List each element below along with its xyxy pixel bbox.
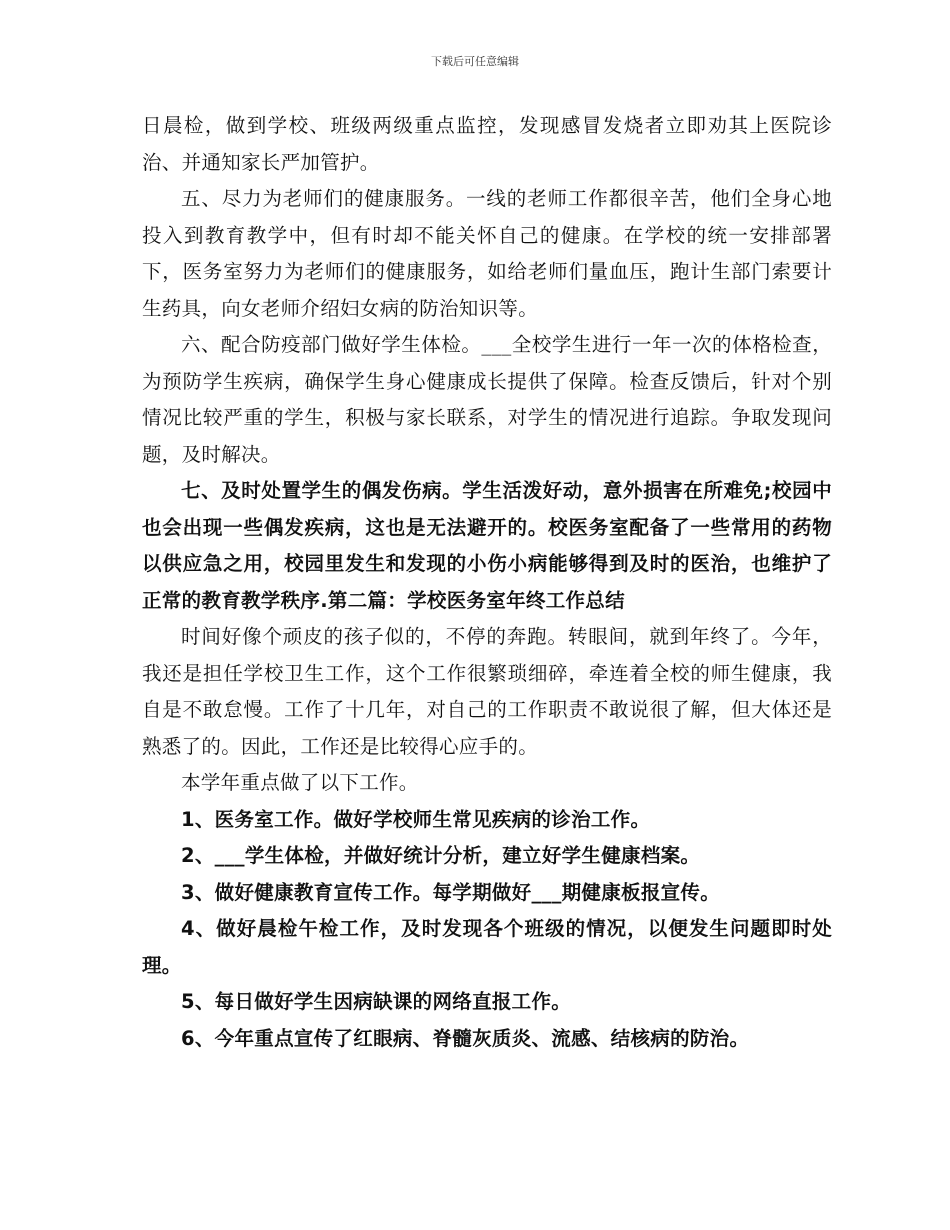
paragraph-intro: 时间好像个顽皮的孩子似的，不停的奔跑。转眼间，就到年终了。今年，我还是担任学校卫生工作，这个工作很繁琐细碎，牵连着全校的师生健康，我自是不敢怠慢。工作了十几年，对自己的工作职责不敢说很了解，但大体还是熟悉了的。因此，工作还是比较得心应手的。 — [142, 625, 832, 758]
paragraph-item-7-bold: 七、及时处置学生的偶发伤病。学生活泼好动，意外损害在所难免;校园中也会出现一些偶发疾病，这也是无法避开的。校医务室配备了一些常用的药物以供应急之用，校园里发生和发现的小伤小病能够得到及时的医治，也维护了正常的教育教学秩序.第二篇：学校医务室年终工作总结 — [142, 479, 832, 612]
paragraph-item-5: 五、尽力为老师们的健康服务。一线的老师工作都很辛苦，他们全身心地投入到教育教学中，但有时却不能关怀自己的健康。在学校的统一安排部署下，医务室努力为老师们的健康服务，如给老师们量血压，跑计生部门索要计生药具，向女老师介绍妇女病的防治知识等。 — [142, 187, 832, 320]
page-header: 下载后可任意编辑 — [431, 55, 519, 68]
list-item-1: 1、医务室工作。做好学校师生常见疾病的诊治工作。 — [181, 807, 651, 831]
paragraph-item-6: 六、配合防疫部门做好学生体检。___全校学生进行一年一次的体格检查，为预防学生疾病，确保学生身心健康成长提供了保障。检查反馈后，针对个别情况比较严重的学生，积极与家长联系，对学生的情况进行追踪。争取发现问题，及时解决。 — [142, 333, 832, 466]
list-item-3: 3、做好健康教育宣传工作。每学期做好___期健康板报宣传。 — [181, 880, 721, 904]
list-item-5: 5、每日做好学生因病缺课的网络直报工作。 — [181, 990, 572, 1013]
list-item-6: 6、今年重点宣传了红眼病、脊髓灰质炎、流感、结核病的防治。 — [181, 1026, 750, 1050]
paragraph-summary: 本学年重点做了以下工作。 — [181, 771, 419, 794]
paragraph-continuation: 日晨检，做到学校、班级两级重点监控，发现感冒发烧者立即劝其上医院诊治、并通知家长严加管护。 — [142, 114, 832, 174]
list-item-4: 4、做好晨检午检工作，及时发现各个班级的情况，以便发生问题即时处理。 — [142, 917, 832, 977]
document-body — [142, 108, 832, 1057]
list-item-2: 2、___学生体检，并做好统计分析，建立好学生健康档案。 — [181, 844, 701, 867]
